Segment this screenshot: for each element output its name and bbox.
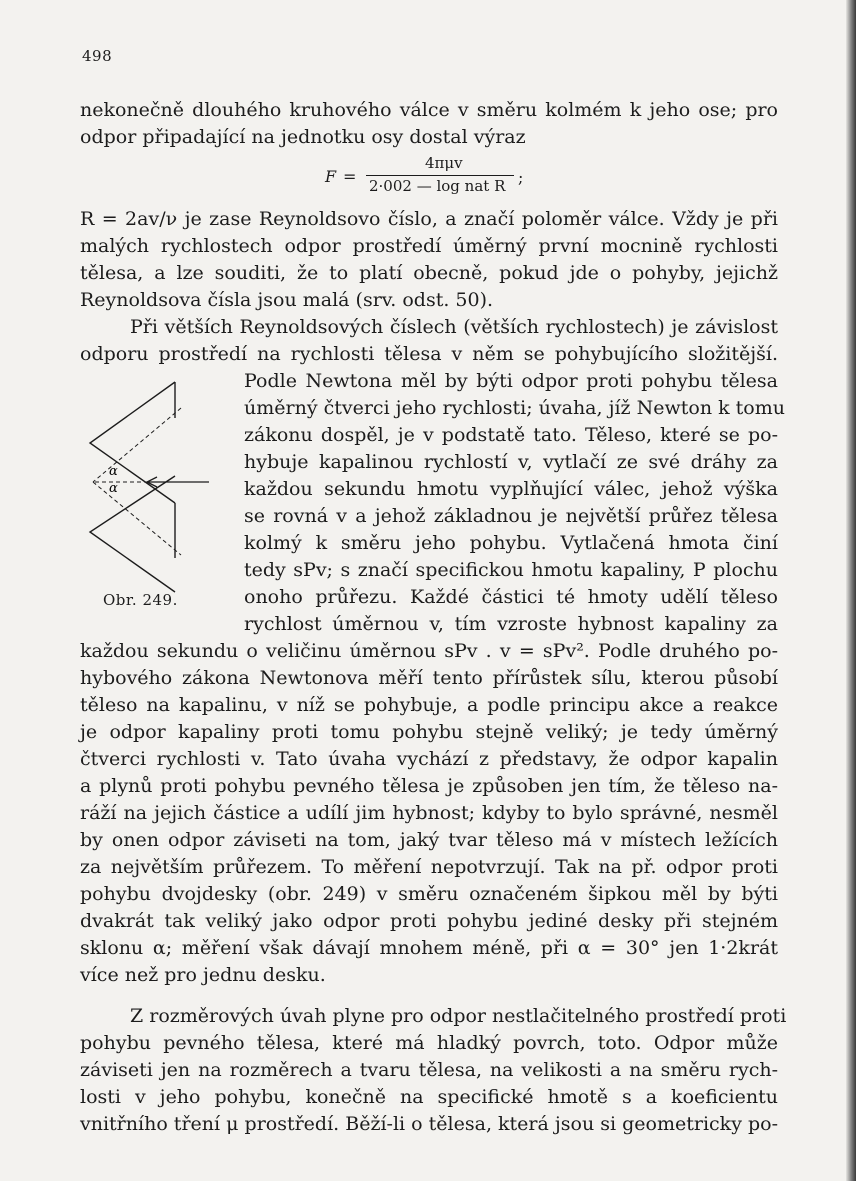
text-line: sklonu α; měření však dávají mnohem méně, při α = 30° jen 1·2krát [80,937,778,959]
text-line: těleso na kapalinu, v níž se pohybuje, a podle principu akce a reakce [80,694,778,716]
text-line: losti v jeho pohybu, konečně na specifické hmotě s a koeficientu [80,1086,778,1108]
page-edge-shadow [846,0,856,1181]
text-line: se rovná v a jehož základnou je největší průřez tělesa [244,505,778,527]
text-line: ráží na jejich částice a udílí jim hybnost; kdyby to bylo správné, nesměl [80,802,778,824]
text-line: více než pro jednu desku. [80,964,326,986]
text-line: kolmý k směru jeho pohybu. Vytlačená hmota činí [244,532,778,554]
text-line: záviseti jen na rozměrech a tvaru tělesa, na velikosti a na směru rych- [80,1059,778,1081]
formula-lhs: F [325,167,337,186]
text-line: za největším průřezem. To měření nepotvrzují. Tak na př. odpor proti [80,856,778,878]
text-line: onoho průřezu. Každé částici té hmoty udělí těleso [244,586,778,608]
text-line: Reynoldsova čísla jsou malá (srv. odst. 50). [80,289,494,311]
page-number: 498 [82,47,113,65]
fraction-bar [366,175,514,176]
text-line: zákonu dospěl, je v podstatě tato. Těleso, které se po- [244,424,778,446]
figure-caption: Obr. 249. [103,591,178,609]
text-line: tělesa, a lze souditi, že to platí obecně, pokud jde o pohyby, jejichž [80,262,778,284]
text-line: každou sekundu hmotu vyplňující válec, jehož výška [244,478,778,500]
text-line: je odpor kapaliny proti tomu pohybu stejně veliký; je tedy úměrný [80,721,778,743]
formula-equals: = [343,167,357,186]
text-line: tedy sPv; s značí specifickou hmotu kapaliny, P plochu [244,559,778,581]
text-line: by onen odpor záviseti na tom, jaký tvar těleso má v místech ležících [80,829,778,851]
text-line: odporu prostředí na rychlosti tělesa v něm se pohybujícího složitější. [80,343,778,365]
text-line: vnitřního tření μ prostředí. Běží-li o tělesa, která jsou si geometricky po- [80,1113,778,1135]
text-line: čtverci rychlosti v. Tato úvaha vychází z představy, že odpor kapalin [80,748,778,770]
text-line: dvakrát tak veliký jako odpor proti pohybu jediné desky při stejném [80,910,778,932]
formula-denominator: 2·002 — log nat R [369,177,506,195]
angle-label-alpha: α [109,464,118,479]
text-line: pohybu dvojdesky (obr. 249) v směru označeném šipkou měl by býti [80,883,778,905]
text-line: hybuje kapalinou rychlostí v, vytlačí ze své dráhy za [244,451,778,473]
text-line: pohybu pevného tělesa, které má hladký povrch, toto. Odpor může [80,1032,778,1054]
text-line: Z rozměrových úvah plyne pro odpor nestlačitelného prostředí proti [130,1005,787,1027]
figure-double-plate [85,378,225,600]
drag-formula [325,154,545,200]
text-line: hybového zákona Newtonova měří tento přírůstek sílu, kterou působí [80,667,778,689]
angle-label-alpha: α [109,481,118,496]
formula-numerator: 4πμv [425,154,463,172]
text-line: rychlost úměrnou v, tím vzroste hybnost kapaliny za [244,613,778,635]
text-line: úměrný čtverci jeho rychlosti; úvaha, jíž Newton k tomu [244,397,785,419]
text-line: nekonečně dlouhého kruhového válce v směru kolmém k jeho ose; pro [80,99,778,121]
text-line: každou sekundu o veličinu úměrnou sPv . v = sPv². Podle druhého po- [80,640,778,662]
text-line: malých rychlostech odpor prostředí úměrný první mocnině rychlosti [80,235,778,257]
formula-semicolon: ; [518,168,524,187]
text-line: R = 2av/ν je zase Reynoldsovo číslo, a značí poloměr válce. Vždy je při [80,208,778,230]
text-line: a plynů proti pohybu pevného tělesa je způsoben jen tím, že těleso na- [80,775,778,797]
text-line: Podle Newtona měl by býti odpor proti pohybu tělesa [244,370,778,392]
plate-hidden-edge [93,408,181,482]
text-line: Při větších Reynoldsových číslech (větších rychlostech) je závislost [130,316,778,338]
text-line: odpor připadající na jednotku osy dostal výraz [80,126,526,148]
